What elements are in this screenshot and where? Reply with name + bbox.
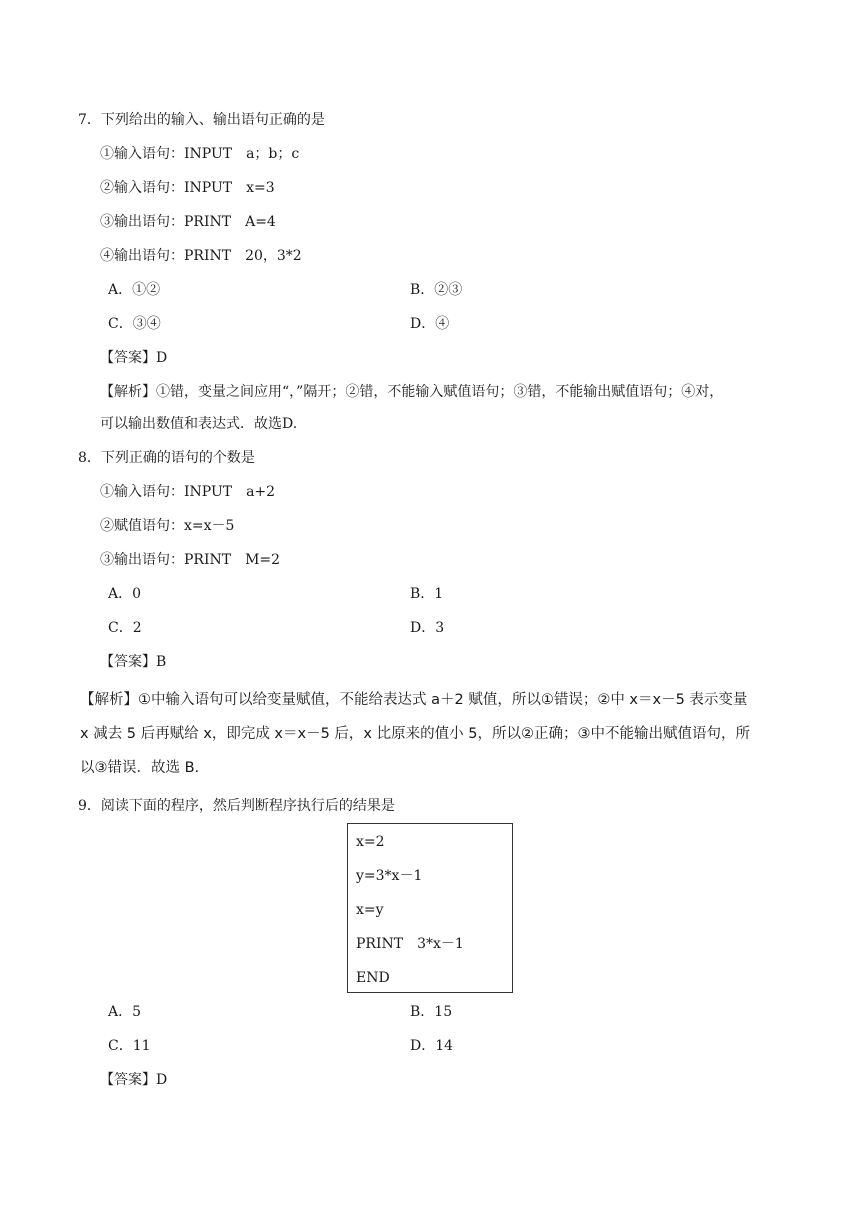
program-line-2: y=3*x－1 bbox=[356, 868, 423, 884]
q7-item-4: ④输出语句：PRINT 20，3*2 bbox=[100, 248, 302, 264]
q7-answer: 【答案】D bbox=[100, 350, 168, 366]
q7-option-b: B．②③ bbox=[410, 282, 463, 298]
program-line-5: END bbox=[356, 970, 390, 986]
q8-analysis-line-2: x 减去 5 后再赋给 x，即完成 x＝x－5 后，x 比原来的值小 5，所以②正确；③中不能输出赋值语句，所 bbox=[80, 726, 750, 742]
q8-item-3: ③输出语句：PRINT M=2 bbox=[100, 552, 281, 568]
q7-item-1: ①输入语句：INPUT a；b；c bbox=[100, 146, 300, 162]
q7-option-d: D．④ bbox=[410, 316, 450, 332]
q8-option-a: A．0 bbox=[108, 586, 142, 602]
q8-analysis-line-3: 以③错误．故选 B. bbox=[80, 760, 200, 776]
q8-answer: 【答案】B bbox=[100, 654, 167, 670]
q7-option-c: C．③④ bbox=[108, 316, 161, 332]
program-line-3: x=y bbox=[356, 902, 384, 918]
q8-option-d: D．3 bbox=[410, 620, 445, 636]
q8-option-c: C．2 bbox=[108, 620, 142, 636]
q7-analysis-line-2: 可以输出数值和表达式．故选D. bbox=[100, 416, 298, 432]
q9-stem: 9．阅读下面的程序，然后判断程序执行后的结果是 bbox=[78, 798, 395, 814]
q7-item-2: ②输入语句：INPUT x=3 bbox=[100, 180, 275, 196]
q7-item-3: ③输出语句：PRINT A=4 bbox=[100, 214, 276, 230]
q7-option-a: A．①② bbox=[108, 282, 161, 298]
q8-item-2: ②赋值语句：x=x－5 bbox=[100, 518, 235, 534]
q9-option-d: D．14 bbox=[410, 1038, 454, 1054]
q8-option-b: B．1 bbox=[410, 586, 444, 602]
q9-option-c: C．11 bbox=[108, 1038, 151, 1054]
q8-stem: 8．下列正确的语句的个数是 bbox=[78, 450, 255, 466]
q8-analysis-line-1: 【解析】①中输入语句可以给变量赋值，不能给表达式 a＋2 赋值，所以①错误；②中 x＝x－5 表示变量 bbox=[80, 692, 748, 708]
q7-stem: 7．下列给出的输入、输出语句正确的是 bbox=[78, 112, 325, 128]
q9-answer: 【答案】D bbox=[100, 1072, 168, 1088]
program-line-1: x=2 bbox=[356, 834, 385, 850]
q9-option-a: A．5 bbox=[108, 1004, 142, 1020]
q7-analysis-line-1: 【解析】①错，变量之间应用“，”隔开；②错，不能输入赋值语句；③错，不能输出赋值语句；④对， bbox=[100, 384, 724, 400]
program-line-4: PRINT 3*x－1 bbox=[356, 936, 464, 952]
q8-item-1: ①输入语句：INPUT a+2 bbox=[100, 484, 276, 500]
program-box bbox=[347, 823, 513, 993]
q9-option-b: B．15 bbox=[410, 1004, 453, 1020]
